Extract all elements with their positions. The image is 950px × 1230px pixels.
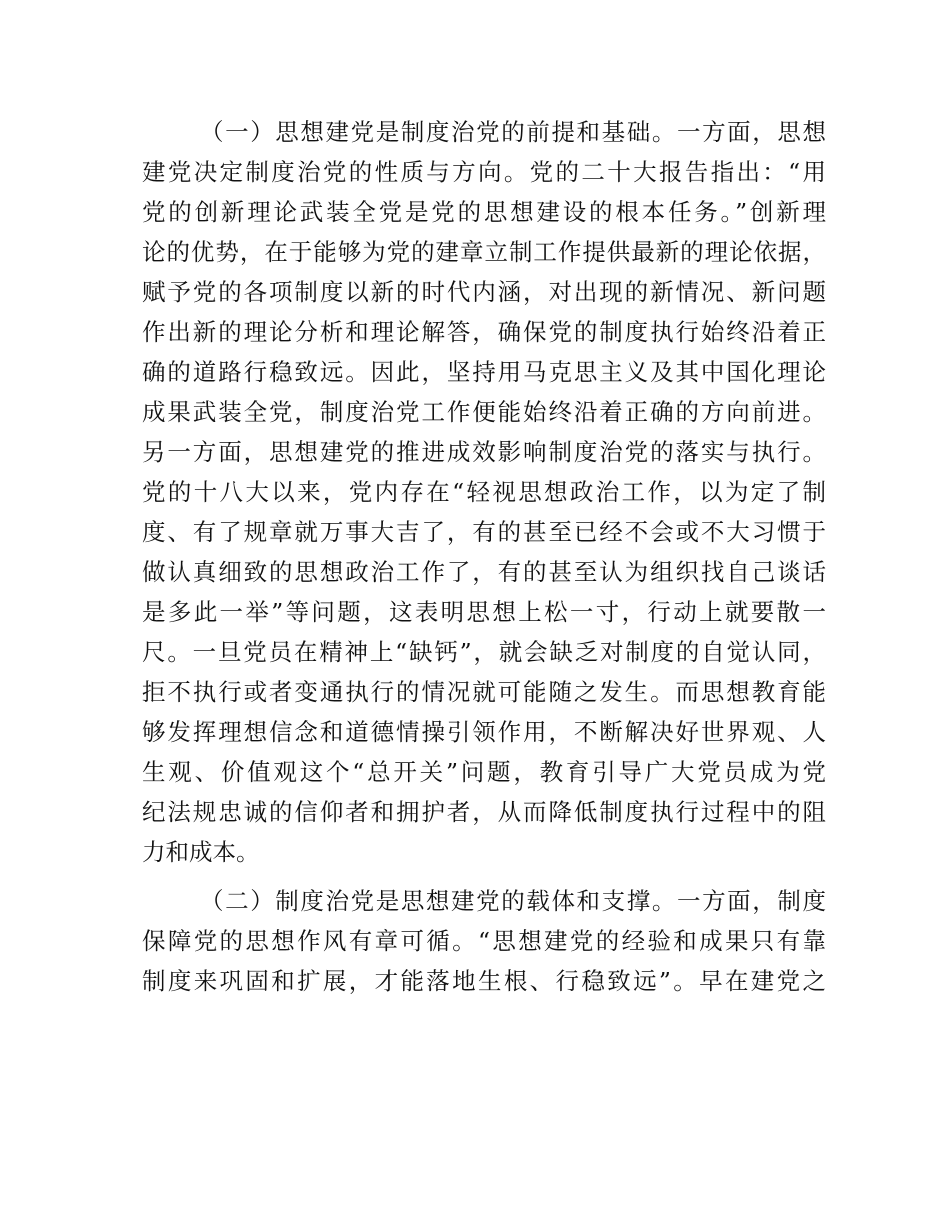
text-line: （一）思想建党是制度治党的前提和基础。一方面，思想 <box>200 118 826 146</box>
text-line: （二）制度治党是思想建党的载体和支撑。一方面，制度 <box>200 887 826 915</box>
paragraph-1 <box>142 112 826 872</box>
text-line: 纪法规忠诚的信仰者和拥护者，从而降低制度执行过程中的阻 <box>142 798 826 826</box>
text-line: 另一方面，思想建党的推进成效影响制度治党的落实与执行。 <box>142 438 826 466</box>
text-line: 够发挥理想信念和道德情操引领作用，不断解决好世界观、人 <box>142 718 826 746</box>
text-line: 尺。一旦党员在精神上“缺钙”，就会缺乏对制度的自觉认同， <box>142 638 826 666</box>
paragraph-2 <box>142 881 826 1001</box>
text-line: 生观、价值观这个“总开关”问题，教育引导广大党员成为党 <box>142 758 826 786</box>
text-line: 力和成本。 <box>142 838 260 866</box>
text-line: 做认真细致的思想政治工作了，有的甚至认为组织找自己谈话 <box>142 558 826 586</box>
text-line: 作出新的理论分析和理论解答，确保党的制度执行始终沿着正 <box>142 318 826 346</box>
text-line: 建党决定制度治党的性质与方向。党的二十大报告指出：“用 <box>142 158 826 186</box>
paragraph-spacer <box>142 872 826 881</box>
text-line: 度、有了规章就万事大吉了，有的甚至已经不会或不大习惯于 <box>142 518 826 546</box>
text-line: 拒不执行或者变通执行的情况就可能随之发生。而思想教育能 <box>142 678 826 706</box>
text-line: 赋予党的各项制度以新的时代内涵，对出现的新情况、新问题 <box>142 278 826 306</box>
text-line: 论的优势，在于能够为党的建章立制工作提供最新的理论依据， <box>142 238 826 266</box>
text-line: 党的创新理论武装全党是党的思想建设的根本任务。”创新理 <box>142 198 826 226</box>
text-line: 确的道路行稳致远。因此，坚持用马克思主义及其中国化理论 <box>142 358 826 386</box>
text-line: 成果武装全党，制度治党工作便能始终沿着正确的方向前进。 <box>142 398 826 426</box>
document-body <box>142 112 826 1001</box>
text-line: 制度来巩固和扩展，才能落地生根、行稳致远”。早在建党之 <box>142 967 826 995</box>
text-line: 党的十八大以来，党内存在“轻视思想政治工作，以为定了制 <box>142 478 826 506</box>
text-line: 保障党的思想作风有章可循。“思想建党的经验和成果只有靠 <box>142 927 826 955</box>
text-line: 是多此一举”等问题，这表明思想上松一寸，行动上就要散一 <box>142 598 826 626</box>
